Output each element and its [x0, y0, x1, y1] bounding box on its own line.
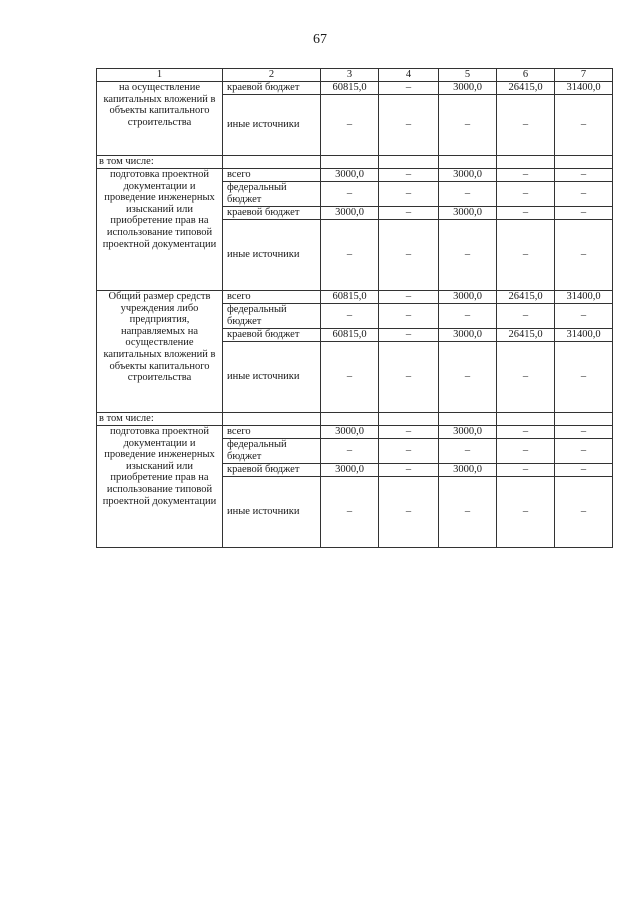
cell-value: – — [555, 220, 613, 291]
block3-name: Общий размер средств учреждения либо предприятия, направляемых на осуществление капитальных вложений в объекты капитального строительства — [97, 291, 223, 413]
cell-value: – — [379, 464, 439, 477]
cell-value: – — [497, 342, 555, 413]
table-row — [97, 169, 613, 182]
cell-value: 3000,0 — [439, 329, 497, 342]
cell-value: – — [555, 169, 613, 182]
cell-value: 3000,0 — [439, 207, 497, 220]
col-header-5: 5 — [439, 69, 497, 82]
cell-value: – — [439, 477, 497, 548]
cell-value: – — [439, 182, 497, 207]
cell-value: – — [439, 439, 497, 464]
cell-value: 31400,0 — [555, 291, 613, 304]
cell-value: – — [439, 342, 497, 413]
cell-value: – — [497, 477, 555, 548]
source-label: федеральный бюджет — [223, 304, 321, 329]
section-label: в том числе: — [97, 156, 223, 169]
cell-value: – — [555, 182, 613, 207]
col-header-4: 4 — [379, 69, 439, 82]
cell-value: – — [497, 304, 555, 329]
cell-value: – — [379, 426, 439, 439]
cell-value: – — [379, 304, 439, 329]
source-label: иные источники — [223, 95, 321, 156]
cell-value: – — [379, 291, 439, 304]
cell-value: 31400,0 — [555, 329, 613, 342]
col-header-1: 1 — [97, 69, 223, 82]
cell-value: – — [555, 426, 613, 439]
col-header-7: 7 — [555, 69, 613, 82]
cell-value: – — [321, 304, 379, 329]
cell-value: 60815,0 — [321, 329, 379, 342]
cell-value: – — [439, 304, 497, 329]
cell-value: – — [555, 439, 613, 464]
section-label: в том числе: — [97, 413, 223, 426]
cell-value: 3000,0 — [439, 426, 497, 439]
page-number: 67 — [313, 32, 327, 47]
cell-value: – — [439, 220, 497, 291]
cell-value: – — [379, 477, 439, 548]
block2-name: подготовка проектной документации и проведение инженерных изысканий или приобретение прав на использование типовой проектной документации — [97, 169, 223, 291]
cell-value: – — [379, 182, 439, 207]
source-label: иные источники — [223, 477, 321, 548]
source-label: всего — [223, 426, 321, 439]
cell-value: – — [497, 182, 555, 207]
cell-value: – — [379, 82, 439, 95]
source-label: краевой бюджет — [223, 207, 321, 220]
cell-value: – — [555, 207, 613, 220]
cell-value: 26415,0 — [497, 82, 555, 95]
table-row — [97, 291, 613, 304]
cell-value: – — [497, 439, 555, 464]
cell-value: 3000,0 — [439, 82, 497, 95]
source-label: федеральный бюджет — [223, 439, 321, 464]
cell-value: – — [379, 169, 439, 182]
cell-value: – — [379, 207, 439, 220]
cell-value: – — [555, 342, 613, 413]
cell-value: 26415,0 — [497, 329, 555, 342]
cell-value: – — [321, 95, 379, 156]
cell-value: 3000,0 — [439, 169, 497, 182]
cell-value: – — [379, 439, 439, 464]
col-header-3: 3 — [321, 69, 379, 82]
cell-value: – — [321, 342, 379, 413]
cell-value: – — [321, 477, 379, 548]
cell-value: – — [321, 182, 379, 207]
cell-value: – — [555, 477, 613, 548]
source-label: краевой бюджет — [223, 329, 321, 342]
cell-value: 3000,0 — [321, 169, 379, 182]
cell-value: 60815,0 — [321, 82, 379, 95]
header-row — [97, 69, 613, 82]
source-label: иные источники — [223, 220, 321, 291]
cell-value: – — [379, 220, 439, 291]
cell-value: 26415,0 — [497, 291, 555, 304]
source-label: краевой бюджет — [223, 464, 321, 477]
table-row — [97, 82, 613, 95]
cell-value: – — [497, 95, 555, 156]
col-header-6: 6 — [497, 69, 555, 82]
table-row — [97, 426, 613, 439]
cell-value: 60815,0 — [321, 291, 379, 304]
cell-value: – — [321, 439, 379, 464]
cell-value: – — [497, 169, 555, 182]
cell-value: – — [555, 95, 613, 156]
col-header-2: 2 — [223, 69, 321, 82]
cell-value: 3000,0 — [439, 464, 497, 477]
cell-value: 3000,0 — [439, 291, 497, 304]
source-label: иные источники — [223, 342, 321, 413]
cell-value: – — [379, 342, 439, 413]
cell-value: – — [321, 220, 379, 291]
budget-table — [96, 68, 613, 548]
cell-value: 3000,0 — [321, 207, 379, 220]
source-label: федеральный бюджет — [223, 182, 321, 207]
section-row — [97, 413, 613, 426]
cell-value: – — [497, 464, 555, 477]
cell-value: – — [379, 95, 439, 156]
cell-value: – — [555, 464, 613, 477]
cell-value: – — [497, 426, 555, 439]
source-label: краевой бюджет — [223, 82, 321, 95]
cell-value: – — [497, 220, 555, 291]
cell-value: – — [379, 329, 439, 342]
cell-value: 3000,0 — [321, 426, 379, 439]
section-row — [97, 156, 613, 169]
cell-value: 31400,0 — [555, 82, 613, 95]
block4-name: подготовка проектной документации и проведение инженерных изысканий или приобретение прав на использование типовой проектной документации — [97, 426, 223, 548]
source-label: всего — [223, 291, 321, 304]
source-label: всего — [223, 169, 321, 182]
cell-value: – — [439, 95, 497, 156]
cell-value: – — [497, 207, 555, 220]
cell-value: – — [555, 304, 613, 329]
cell-value: 3000,0 — [321, 464, 379, 477]
block1-name: на осуществление капитальных вложений в объекты капитального строительства — [97, 82, 223, 156]
